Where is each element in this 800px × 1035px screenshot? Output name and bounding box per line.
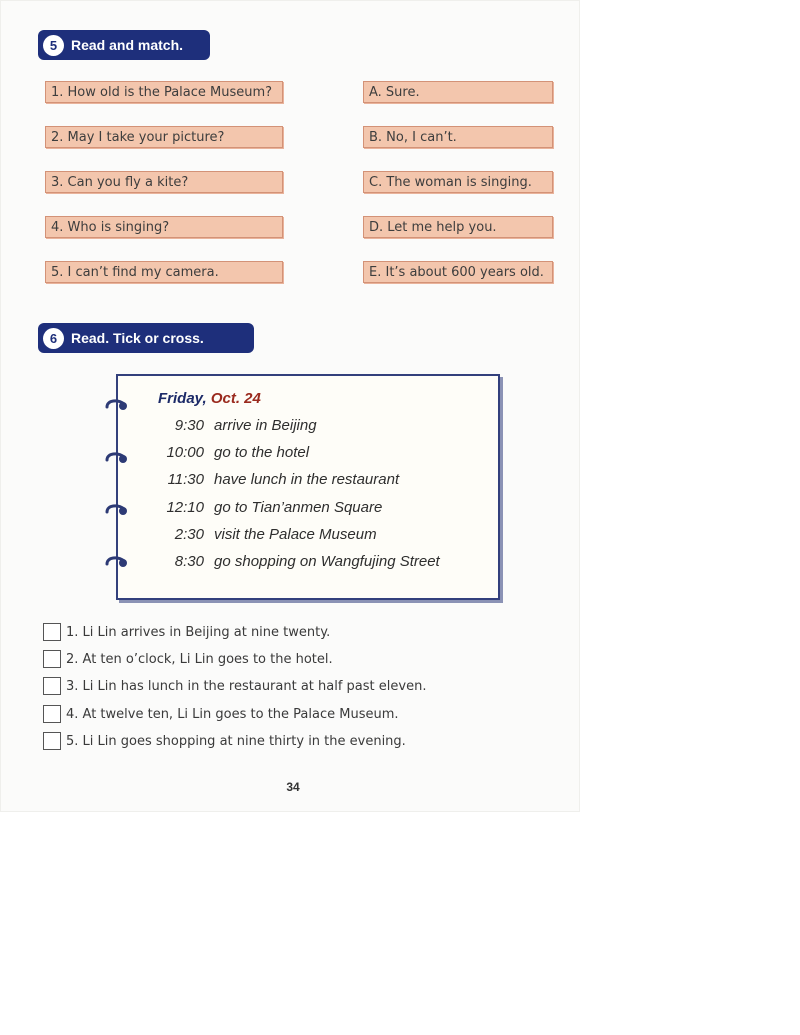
schedule-time: 8:30 <box>174 553 204 570</box>
statement-text: 2. At ten o’clock, Li Lin goes to the hotel. <box>66 651 333 667</box>
schedule-time: 11:30 <box>167 471 204 488</box>
section-6-number: 6 <box>43 328 64 349</box>
statement-text: 4. At twelve ten, Li Lin goes to the Palace Museum. <box>66 706 399 722</box>
match-question-2[interactable]: 2. May I take your picture? <box>45 126 283 148</box>
notepad-date: Oct. 24 <box>210 390 261 407</box>
schedule-time: 2:30 <box>174 526 204 543</box>
notepad-date-heading <box>158 390 261 407</box>
page-number: 34 <box>286 780 300 794</box>
schedule-time: 12:10 <box>166 499 204 516</box>
schedule-row-4 <box>156 499 382 516</box>
tick-checkbox[interactable] <box>43 650 61 668</box>
match-question-3[interactable]: 3. Can you fly a kite? <box>45 171 283 193</box>
schedule-row-6 <box>156 553 440 570</box>
schedule-row-1 <box>156 417 317 434</box>
statement-row-1 <box>43 622 330 642</box>
schedule-notepad <box>116 374 500 600</box>
tick-checkbox[interactable] <box>43 677 61 695</box>
section-5-title: Read and match. <box>71 37 184 53</box>
section-5-header <box>38 30 210 60</box>
binder-ring-icon <box>104 451 130 465</box>
schedule-time: 10:00 <box>166 444 204 461</box>
statement-row-4 <box>43 704 399 724</box>
section-5-number: 5 <box>43 35 64 56</box>
match-question-1[interactable]: 1. How old is the Palace Museum? <box>45 81 283 103</box>
binder-ring-icon <box>104 398 130 412</box>
tick-checkbox[interactable] <box>43 623 61 641</box>
schedule-time: 9:30 <box>174 417 204 434</box>
schedule-activity: have lunch in the restaurant <box>214 471 400 488</box>
tick-checkbox[interactable] <box>43 732 61 750</box>
match-question-4[interactable]: 4. Who is singing? <box>45 216 283 238</box>
match-question-5[interactable]: 5. I can’t find my camera. <box>45 261 283 283</box>
notepad-day: Friday, <box>158 390 207 407</box>
schedule-activity: arrive in Beijing <box>214 417 317 434</box>
statement-text: 5. Li Lin goes shopping at nine thirty in the evening. <box>66 733 406 749</box>
schedule-row-3 <box>156 471 399 488</box>
statement-row-3 <box>43 676 426 696</box>
tick-checkbox[interactable] <box>43 705 61 723</box>
schedule-activity: go to Tian’anmen Square <box>214 499 383 516</box>
statement-text: 1. Li Lin arrives in Beijing at nine twenty. <box>66 624 331 640</box>
match-answer-e[interactable]: E. It’s about 600 years old. <box>363 261 553 283</box>
section-6-title: Read. Tick or cross. <box>71 330 204 346</box>
match-answer-c[interactable]: C. The woman is singing. <box>363 171 553 193</box>
schedule-activity: visit the Palace Museum <box>214 526 377 543</box>
binder-ring-icon <box>104 503 130 517</box>
schedule-row-2 <box>156 444 309 461</box>
statement-text: 3. Li Lin has lunch in the restaurant at half past eleven. <box>66 678 427 694</box>
statement-row-2 <box>43 649 333 669</box>
schedule-activity: go to the hotel <box>214 444 310 461</box>
match-answer-a[interactable]: A. Sure. <box>363 81 553 103</box>
section-6-header <box>38 323 254 353</box>
statement-row-5 <box>43 731 406 751</box>
binder-ring-icon <box>104 555 130 569</box>
schedule-activity: go shopping on Wangfujing Street <box>214 553 440 570</box>
match-answer-b[interactable]: B. No, I can’t. <box>363 126 553 148</box>
match-answer-d[interactable]: D. Let me help you. <box>363 216 553 238</box>
schedule-row-5 <box>156 526 377 543</box>
